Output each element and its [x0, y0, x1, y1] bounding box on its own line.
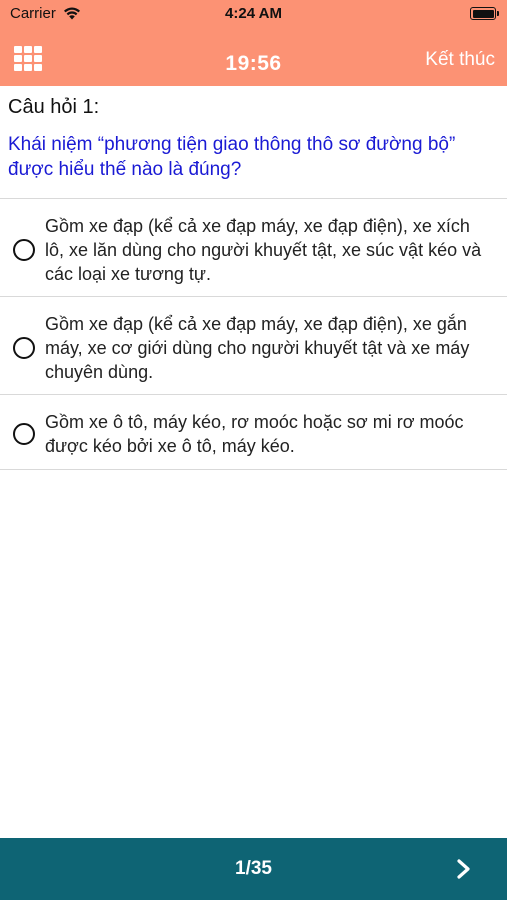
answer-option-3[interactable] [0, 395, 507, 469]
finish-button[interactable]: Kết thúc [425, 49, 495, 70]
page-indicator: 1/35 [235, 858, 272, 879]
status-bar [0, 0, 507, 30]
divider [0, 469, 507, 470]
carrier-label: Carrier [10, 5, 56, 22]
header [0, 0, 507, 86]
nav-bar [0, 38, 507, 86]
question-number: Câu hỏi 1: [8, 96, 100, 118]
answer-text: Gồm xe đạp (kể cả xe đạp máy, xe đạp điện), xe gắn máy, xe cơ giới dùng cho người khuyết tật và xe máy chuyên dùng. [45, 314, 470, 382]
chevron-right-icon[interactable] [450, 854, 478, 884]
question-text: Khái niệm “phương tiện giao thông thô sơ đường bộ” được hiểu thế nào là đúng? [8, 134, 456, 180]
answer-text: Gồm xe đạp (kể cả xe đạp máy, xe đạp điện), xe xích lô, xe lăn dùng cho người khuyết tật, xe súc vật kéo và các loại xe tương tự. [45, 216, 482, 284]
radio-button[interactable] [13, 337, 35, 359]
answer-text: Gồm xe ô tô, máy kéo, rơ moóc hoặc sơ mi rơ moóc được kéo bởi xe ô tô, máy kéo. [45, 412, 464, 456]
radio-button[interactable] [13, 423, 35, 445]
answer-option-2[interactable] [0, 297, 507, 394]
footer-bar [0, 838, 507, 900]
answer-option-1[interactable] [0, 199, 507, 296]
radio-button[interactable] [13, 239, 35, 261]
status-time: 4:24 AM [225, 5, 282, 22]
timer: 19:56 [225, 52, 282, 75]
battery-icon [470, 7, 496, 20]
